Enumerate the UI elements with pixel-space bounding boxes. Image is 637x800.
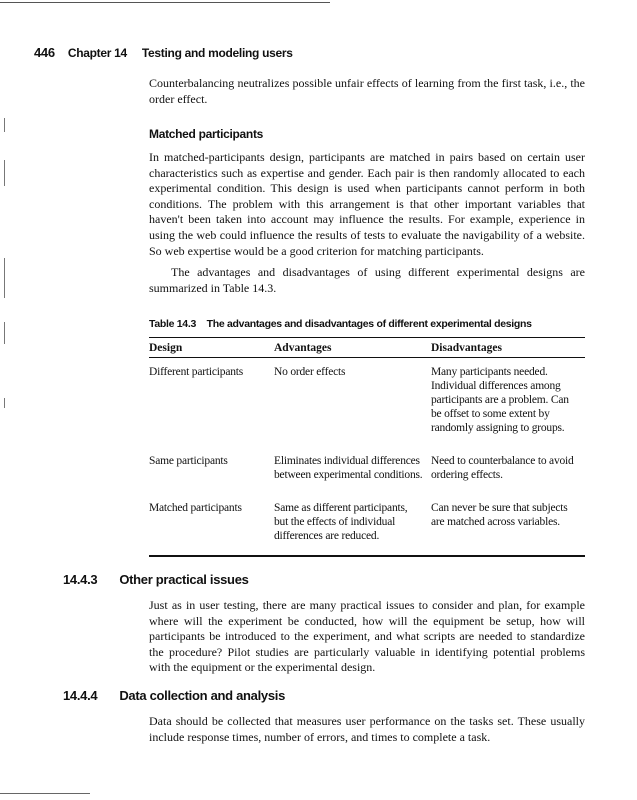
table-number: Table 14.3 [149,318,196,330]
column-header: Disadvantages [431,338,585,358]
data-collection-paragraph: Data should be collected that measures user performance on the tasks set. These usually include response times, number of errors, and times to complete a task. [149,714,585,744]
margin-mark [4,118,5,132]
section-heading-14-4-4 [63,688,285,703]
table-cell: Can never be sure that subjects are matched across variables. [431,502,568,528]
bottom-rule [0,793,90,794]
table-row [149,447,585,494]
chapter-label: Chapter 14 [67,46,127,60]
section-number: 14.4.4 [63,688,98,703]
chapter-title: Testing and modeling users [141,46,293,60]
section-heading-14-4-3 [63,572,249,587]
table-row [149,358,585,448]
section-title: Data collection and analysis [119,688,286,703]
table-cell: Different participants [149,366,244,378]
table-cell: Same as different participants, but the effects of individual differences are reduced. [274,502,408,542]
matched-participants-heading: Matched participants [149,127,264,141]
table-cell: Same participants [149,455,228,467]
table-cell: Many participants needed. Individual differences among participants are a problem. Can be offset to some extent by randomly assigning to groups. [431,366,569,434]
practical-issues-paragraph: Just as in user testing, there are many practical issues to consider and plan, for example where will the experiment be conducted, how will the equipment be setup, how will participants be introduced to the experiment, and what scripts are needed to standardize the procedure? Pilot studies are particularly valuable in identifying potential problems with the equipment or the experimental design. [149,598,585,675]
column-header: Advantages [274,338,431,358]
matched-paragraph-1: In matched-participants design, participants are matched in pairs based on certain user characteristics such as expertise and gender. Each pair is then randomly allocated to each experimental condition. This design is used when participants cannot perform in both conditions. The problem with this arrangement is that other important variables that haven't been taken into account may influence the results. For example, experience in using the web could influence the results of tests to evaluate the navigability of a website. So web expertise would be a good criterion for matching participants. [149,150,585,258]
table-cell: No order effects [274,366,346,378]
table-row [149,494,585,555]
table-cell: Eliminates individual differences between experimental conditions. [274,455,423,481]
section-title: Other practical issues [119,572,249,587]
table-caption [149,318,532,330]
table-caption-text: The advantages and disadvantages of different experimental designs [206,318,532,330]
table-cell: Matched participants [149,502,242,514]
margin-mark [4,258,5,298]
section-number: 14.4.3 [63,572,98,587]
margin-mark [4,398,5,408]
table-cell: Need to counterbalance to avoid ordering effects. [431,455,574,481]
top-rule [0,2,330,3]
matched-paragraph-2: The advantages and disadvantages of using different experimental designs are summarized in Table 14.3. [149,265,585,295]
table-header-row [149,338,585,358]
intro-paragraph: Counterbalancing neutralizes possible unfair effects of learning from the first task, i.e., the order effect. [149,76,585,106]
page-number: 446 [34,45,55,60]
designs-table [149,337,585,557]
margin-mark [4,160,5,186]
column-header: Design [149,338,274,358]
running-header [34,45,293,60]
margin-mark [4,322,5,344]
